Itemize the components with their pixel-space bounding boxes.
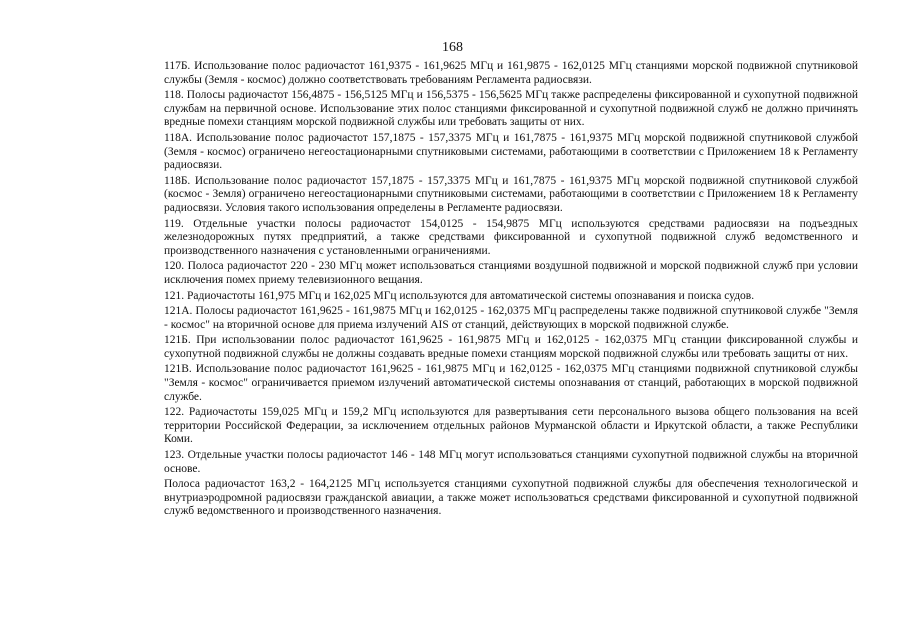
document-body bbox=[164, 60, 858, 521]
paragraph-123: 123. Отдельные участки полосы радиочастот 146 - 148 МГц могут использоваться станциями сухопутной подвижной службы на вторичной основе. bbox=[164, 449, 858, 475]
paragraph-119: 119. Отдельные участки полосы радиочастот 154,0125 - 154,9875 МГц используются средствами радиосвязи на подъездных железнодорожных путях предприятий, а также средствами фиксированной и сухопутной подвижной служб ведомственного и производственного назначения с установленными ограничениями. bbox=[164, 217, 858, 257]
paragraph-121v: 121В. Использование полос радиочастот 161,9625 - 161,9875 МГц и 162,0125 - 162,0375 МГц станциями подвижной спутниковой службы "Земля - космос" ограничивается приемом излучений автоматической системы опознавания от станций, работающих в морской подвижной службе. bbox=[164, 363, 858, 403]
paragraph-121a: 121А. Полосы радиочастот 161,9625 - 161,9875 МГц и 162,0125 - 162,0375 МГц распределены также подвижной спутниковой службе "Земля - космос" на вторичной основе для приема излучений AIS от станций, действующих в морской подвижной службе. bbox=[164, 305, 858, 331]
paragraph-121b: 121Б. При использовании полос радиочастот 161,9625 - 161,9875 МГц и 162,0125 - 162,0375 МГц станции фиксированной службы и сухопутной подвижной службы не должны создавать вредные помехи станциям морской подвижной службы или требовать защиты от них. bbox=[164, 334, 858, 360]
paragraph-122: 122. Радиочастоты 159,025 МГц и 159,2 МГц используются для развертывания сети персонального вызова общего пользования на всей территории Российской Федерации, за исключением отдельных районов Мурманской области и Иркутской области, а также Республики Коми. bbox=[164, 406, 858, 446]
paragraph-121: 121. Радиочастоты 161,975 МГц и 162,025 МГц используются для автоматической системы опознавания и поиска судов. bbox=[164, 289, 755, 302]
paragraph-117b: 117Б. Использование полос радиочастот 161,9375 - 161,9625 МГц и 161,9875 - 162,0125 МГц станциями морской подвижной спутниковой службы (Земля - космос) должно соответствовать требованиям Регламента радиосвязи. bbox=[164, 60, 858, 86]
paragraph-118: 118. Полосы радиочастот 156,4875 - 156,5125 МГц и 156,5375 - 156,5625 МГц также распределены фиксированной и сухопутной подвижной службам на первичной основе. Использование этих полос станциями фиксированной и сухопутной подвижной служб не должно причинять вредные помехи станциям морской подвижной службы или требовать защиты от них. bbox=[164, 89, 858, 129]
paragraph-118a: 118А. Использование полос радиочастот 157,1875 - 157,3375 МГц и 161,7875 - 161,9375 МГц морской подвижной спутниковой службой (Земля - космос) ограничено негеостационарными спутниковыми системами, работающими в соответствии с Приложением 18 к Регламенту радиосвязи. bbox=[164, 131, 858, 172]
paragraph-118b: 118Б. Использование полос радиочастот 157,1875 - 157,3375 МГц и 161,7875 - 161,9375 МГц морской подвижной спутниковой службой (космос - Земля) ограничено негеостационарными спутниковыми системами, работающими в соответствии с Приложением 18 к Регламенту радиосвязи. Условия такого использования определены в Регламенте радиосвязи. bbox=[164, 174, 858, 214]
paragraph-120: 120. Полоса радиочастот 220 - 230 МГц может использоваться станциями воздушной подвижной и морской подвижной служб при условии исключения помех приему телевизионного вещания. bbox=[164, 260, 858, 286]
page-number: 168 bbox=[442, 40, 463, 55]
paragraph-123-continued: Полоса радиочастот 163,2 - 164,2125 МГц используется станциями сухопутной подвижной службы для обеспечения технологической и внутриаэродромной радиосвязи гражданской авиации, а также может использоваться средствами фиксированной и сухопутной подвижной служб ведомственного и производственного назначения. bbox=[164, 478, 858, 518]
